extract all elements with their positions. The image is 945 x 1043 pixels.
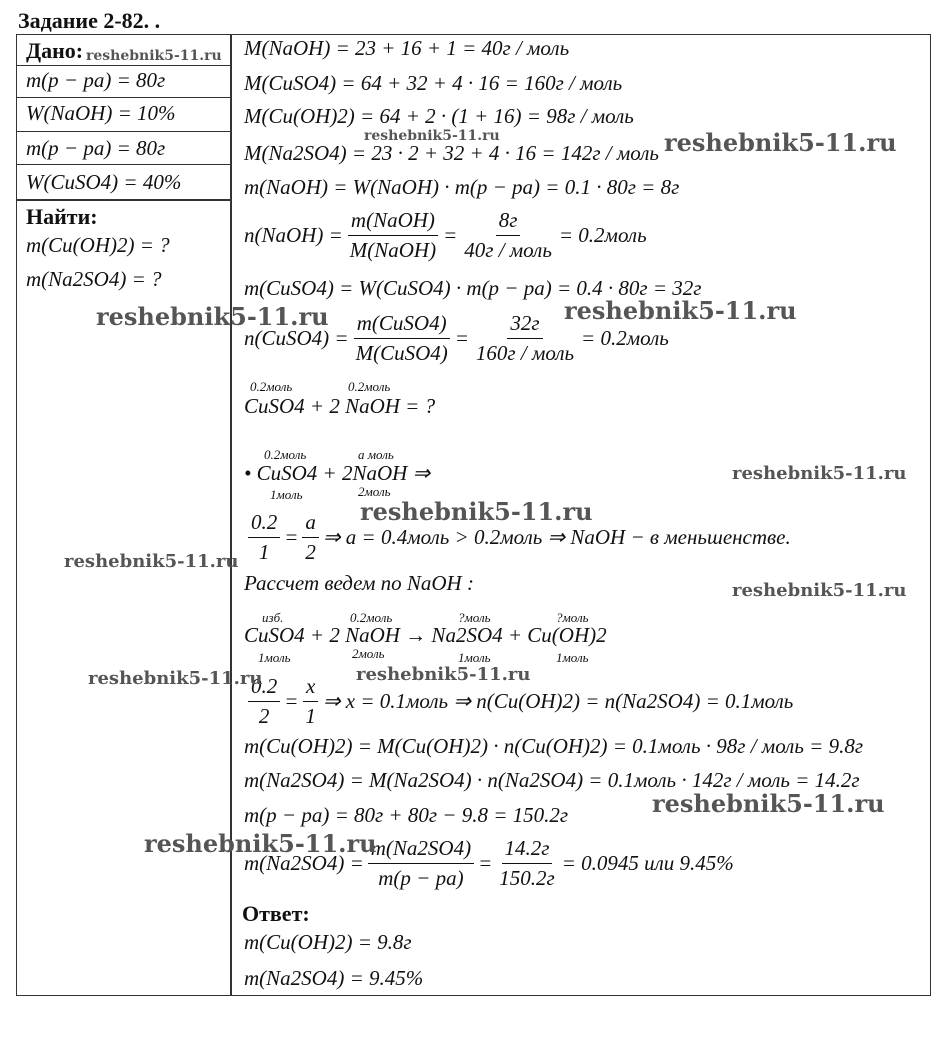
given-row-line bbox=[16, 97, 231, 98]
solution-line: M(Cu(OH)2) = 64 + 2 · (1 + 16) = 98г / моль bbox=[244, 104, 634, 128]
solution-line: m(Na2SO4) = M(Na2SO4) · n(Na2SO4) = 0.1моль · 142г / моль = 14.2г bbox=[244, 768, 860, 792]
numerator: 8г bbox=[496, 208, 521, 236]
given-item: W(NaOH) = 10% bbox=[26, 101, 176, 125]
solution-line: m(NaOH) = W(NaOH) · m(p − pa) = 0.1 · 80г = 8г bbox=[244, 175, 680, 199]
numerator: 0.2 bbox=[248, 510, 280, 538]
numerator: 14.2г bbox=[502, 836, 553, 864]
answer-label: Ответ: bbox=[242, 901, 310, 926]
watermark: reshebnik5-11.ru bbox=[360, 497, 593, 526]
solution-line: m(Cu(OH)2) = M(Cu(OH)2) · n(Cu(OH)2) = 0.1моль · 98г / моль = 9.8г bbox=[244, 734, 864, 758]
numerator: m(Na2SO4) bbox=[368, 836, 474, 864]
fraction bbox=[473, 311, 577, 366]
fraction bbox=[353, 311, 451, 366]
watermark: reshebnik5-11.ru bbox=[86, 48, 222, 64]
annotation: 1моль bbox=[258, 650, 291, 665]
numerator: 0.2 bbox=[248, 674, 280, 702]
numerator: m(CuSO4) bbox=[354, 311, 450, 339]
equals: = bbox=[478, 851, 493, 875]
expr: ⇒ x = 0.1моль ⇒ n(Cu(OH)2) = n(Na2SO4) = 0.1моль bbox=[322, 689, 794, 713]
given-item: W(CuSO4) = 40% bbox=[26, 170, 182, 194]
annotation: a моль bbox=[358, 447, 394, 462]
watermark: reshebnik5-11.ru bbox=[88, 668, 263, 689]
numerator: a bbox=[302, 510, 319, 538]
watermark: reshebnik5-11.ru bbox=[564, 296, 797, 325]
annotation: 2моль bbox=[358, 484, 391, 499]
find-item: m(Na2SO4) = ? bbox=[26, 267, 162, 291]
annotation: 1моль bbox=[556, 650, 589, 665]
numerator: x bbox=[303, 674, 318, 702]
answer-line: m(Na2SO4) = 9.45% bbox=[244, 966, 424, 990]
denominator: M(NaOH) bbox=[349, 238, 437, 262]
reaction: CuSO4 + 2 NaOH = ? bbox=[244, 394, 436, 418]
watermark: reshebnik5-11.ru bbox=[732, 463, 907, 484]
annotation: 2моль bbox=[352, 646, 385, 661]
watermark: reshebnik5-11.ru bbox=[356, 664, 531, 685]
denominator: 1 bbox=[305, 704, 316, 728]
expr: n(CuSO4) = bbox=[244, 326, 349, 350]
annotation: ?моль bbox=[458, 610, 491, 625]
find-label: Найти: bbox=[26, 204, 98, 229]
watermark: reshebnik5-11.ru bbox=[664, 128, 897, 157]
annotation: 1моль bbox=[270, 487, 303, 502]
given-row-line bbox=[16, 131, 231, 132]
solution-line: m(p − pa) = 80г + 80г − 9.8 = 150.2г bbox=[244, 803, 569, 827]
annotation: 0.2моль bbox=[264, 447, 307, 462]
denominator: 1 bbox=[258, 540, 270, 564]
fraction bbox=[302, 510, 319, 565]
watermark: reshebnik5-11.ru bbox=[144, 829, 377, 858]
solution-line: Рассчет ведем по NaOH : bbox=[244, 571, 474, 595]
denominator: 150.2г bbox=[499, 866, 555, 890]
fraction bbox=[248, 510, 280, 565]
given-label: Дано: bbox=[26, 38, 84, 63]
equals: = bbox=[284, 525, 299, 549]
annotation: 1моль bbox=[458, 650, 491, 665]
given-row-line bbox=[16, 164, 231, 165]
fraction bbox=[461, 208, 555, 263]
equals: = bbox=[454, 326, 469, 350]
annotation: 0.2моль bbox=[348, 379, 391, 394]
solution-line: m(CuSO4) = W(CuSO4) · m(p − pa) = 0.4 · 80г = 32г bbox=[244, 276, 702, 300]
denominator: M(CuSO4) bbox=[355, 341, 448, 365]
denominator: 160г / моль bbox=[475, 341, 575, 365]
find-item: m(Cu(OH)2) = ? bbox=[26, 233, 170, 257]
watermark: reshebnik5-11.ru bbox=[96, 302, 329, 331]
solution-line: M(Na2SO4) = 23 · 2 + 32 + 4 · 16 = 142г / моль bbox=[244, 141, 659, 165]
expr: ⇒ a = 0.4моль > 0.2моль ⇒ NaOH − в меньшенстве. bbox=[322, 525, 791, 549]
equals: = bbox=[284, 689, 299, 713]
watermark: reshebnik5-11.ru bbox=[364, 128, 500, 144]
answer-line: m(Cu(OH)2) = 9.8г bbox=[244, 930, 412, 954]
denominator: m(p − pa) bbox=[378, 866, 464, 890]
watermark: reshebnik5-11.ru bbox=[652, 789, 885, 818]
expr: n(NaOH) = bbox=[244, 223, 343, 247]
annotation: изб. bbox=[262, 610, 284, 625]
fraction bbox=[347, 208, 439, 263]
denominator: 2 bbox=[258, 704, 270, 728]
numerator: m(NaOH) bbox=[348, 208, 438, 236]
page-title: Задание 2-82. . bbox=[18, 8, 161, 33]
denominator: 2 bbox=[305, 540, 316, 564]
solution-line: M(CuSO4) = 64 + 32 + 4 · 16 = 160г / моль bbox=[244, 71, 623, 95]
watermark: reshebnik5-11.ru bbox=[64, 551, 239, 572]
solution-line: M(NaOH) = 23 + 16 + 1 = 40г / моль bbox=[244, 36, 570, 60]
reaction: • CuSO4 + 2NaOH ⇒ bbox=[244, 461, 431, 485]
fraction bbox=[302, 674, 319, 729]
expr: = 0.2моль bbox=[558, 223, 647, 247]
denominator: 40г / моль bbox=[464, 238, 552, 262]
watermark: reshebnik5-11.ru bbox=[732, 580, 907, 601]
expr: = 0.2моль bbox=[581, 326, 669, 350]
annotation: 0.2моль bbox=[250, 379, 293, 394]
reaction: CuSO4 + 2 NaOH → Na2SO4 + Cu(OH)2 bbox=[244, 623, 607, 647]
solution-fraction-line bbox=[244, 208, 647, 263]
given-item: m(p − pa) = 80г bbox=[26, 136, 166, 160]
annotation: ?моль bbox=[556, 610, 589, 625]
fraction bbox=[368, 836, 474, 891]
numerator: 32г bbox=[507, 311, 542, 339]
annotation: 0.2моль bbox=[350, 610, 393, 625]
fraction bbox=[496, 836, 557, 891]
given-item: m(p − pa) = 80г bbox=[26, 68, 166, 92]
given-find-divider bbox=[16, 199, 231, 201]
equals: = bbox=[443, 223, 458, 247]
expr: = 0.0945 или 9.45% bbox=[561, 851, 734, 875]
expr: m(Na2SO4) = bbox=[244, 851, 364, 875]
given-row-line bbox=[16, 65, 231, 66]
